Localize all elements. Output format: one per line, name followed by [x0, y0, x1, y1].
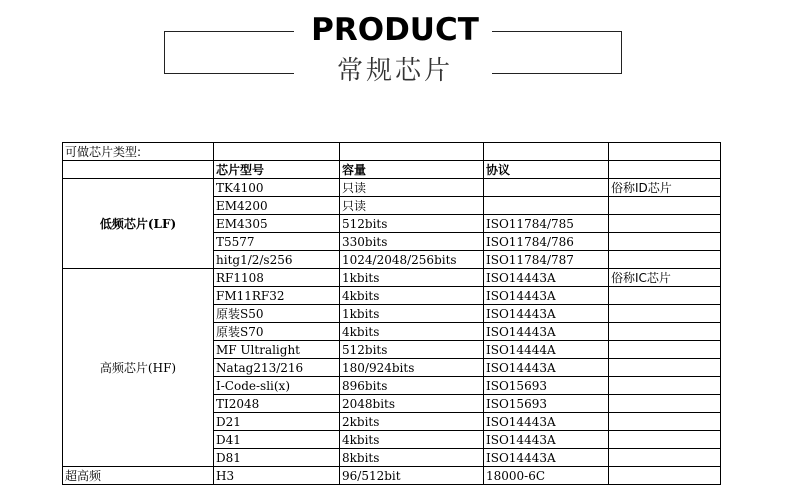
- frame-left-top: [164, 31, 294, 32]
- table-row: [63, 269, 721, 287]
- cell-model: hitg1/2/s256: [214, 251, 340, 269]
- cell-note: [609, 431, 721, 449]
- cell-note: [609, 323, 721, 341]
- cell-protocol: ISO14443A: [484, 449, 609, 467]
- cell-protocol: ISO14443A: [484, 431, 609, 449]
- frame-right-bottom: [492, 73, 622, 74]
- group-label: 低频芯片(LF): [63, 179, 214, 269]
- cell-capacity: 96/512bit: [340, 467, 484, 485]
- cell-note: [609, 413, 721, 431]
- chip-spec-table-body: [63, 143, 721, 485]
- cell-protocol: ISO11784/786: [484, 233, 609, 251]
- frame-right-side: [621, 31, 622, 73]
- cell-note: [609, 197, 721, 215]
- cell-model: 原装S70: [214, 323, 340, 341]
- cell-protocol: ISO14443A: [484, 269, 609, 287]
- cell-capacity: 896bits: [340, 377, 484, 395]
- cell-model: D21: [214, 413, 340, 431]
- cell-model: TI2048: [214, 395, 340, 413]
- cell-model: H3: [214, 467, 340, 485]
- cell-protocol: ISO14443A: [484, 323, 609, 341]
- cell-protocol: ISO15693: [484, 395, 609, 413]
- table-row: [63, 179, 721, 197]
- cell-model: MF Ultralight: [214, 341, 340, 359]
- cell-capacity: 1kbits: [340, 269, 484, 287]
- cell-model: T5577: [214, 233, 340, 251]
- cell-capacity: 4kbits: [340, 287, 484, 305]
- cell-capacity: 512bits: [340, 341, 484, 359]
- cell-capacity: 1024/2048/256bits: [340, 251, 484, 269]
- frame-right-top: [492, 31, 622, 32]
- page-subtitle: 常规芯片: [336, 56, 453, 86]
- cell-capacity: 512bits: [340, 215, 484, 233]
- caption-row: [63, 143, 721, 161]
- cell-model: I-Code-sli(x): [214, 377, 340, 395]
- cell-protocol: ISO11784/785: [484, 215, 609, 233]
- cell-protocol: ISO15693: [484, 377, 609, 395]
- cell-note: [609, 251, 721, 269]
- column-header-model: 芯片型号: [214, 161, 340, 179]
- cell-capacity: 330bits: [340, 233, 484, 251]
- cell-model: D41: [214, 431, 340, 449]
- frame-left-bottom: [164, 73, 294, 74]
- cell-note: [609, 467, 721, 485]
- table-caption: 可做芯片类型:: [63, 143, 214, 161]
- cell-model: EM4200: [214, 197, 340, 215]
- cell-protocol: [484, 197, 609, 215]
- cell-note: [609, 449, 721, 467]
- cell-protocol: ISO14443A: [484, 413, 609, 431]
- cell-model: Natag213/216: [214, 359, 340, 377]
- cell-capacity: 只读: [340, 197, 484, 215]
- cell-protocol: ISO14443A: [484, 305, 609, 323]
- cell-protocol: ISO11784/787: [484, 251, 609, 269]
- frame-left-side: [164, 31, 165, 73]
- cell-capacity: 1kbits: [340, 305, 484, 323]
- cell-capacity: 只读: [340, 179, 484, 197]
- cell-protocol: ISO14443A: [484, 359, 609, 377]
- cell-note: 俗称ID芯片: [609, 179, 721, 197]
- cell-protocol: [484, 179, 609, 197]
- column-header-row: [63, 161, 721, 179]
- cell-capacity: 180/924bits: [340, 359, 484, 377]
- column-header-protocol: 协议: [484, 161, 609, 179]
- cell-protocol: 18000-6C: [484, 467, 609, 485]
- group-label: 超高频: [63, 467, 214, 485]
- chip-spec-table: [62, 142, 721, 485]
- cell-note: [609, 215, 721, 233]
- cell-protocol: ISO14443A: [484, 287, 609, 305]
- group-label: 高频芯片(HF): [63, 269, 214, 467]
- cell-model: FM11RF32: [214, 287, 340, 305]
- cell-capacity: 4kbits: [340, 323, 484, 341]
- page-title: PRODUCT: [311, 12, 479, 48]
- column-header-capacity: 容量: [340, 161, 484, 179]
- cell-note: [609, 233, 721, 251]
- cell-model: TK4100: [214, 179, 340, 197]
- cell-model: D81: [214, 449, 340, 467]
- cell-capacity: 8kbits: [340, 449, 484, 467]
- cell-note: [609, 377, 721, 395]
- cell-note: [609, 341, 721, 359]
- cell-model: 原装S50: [214, 305, 340, 323]
- cell-note: [609, 305, 721, 323]
- cell-note: [609, 395, 721, 413]
- cell-note: [609, 359, 721, 377]
- cell-model: RF1108: [214, 269, 340, 287]
- cell-model: EM4305: [214, 215, 340, 233]
- cell-capacity: 4kbits: [340, 431, 484, 449]
- cell-note: [609, 287, 721, 305]
- cell-capacity: 2kbits: [340, 413, 484, 431]
- cell-note: 俗称IC芯片: [609, 269, 721, 287]
- table-row: [63, 467, 721, 485]
- cell-capacity: 2048bits: [340, 395, 484, 413]
- cell-protocol: ISO14444A: [484, 341, 609, 359]
